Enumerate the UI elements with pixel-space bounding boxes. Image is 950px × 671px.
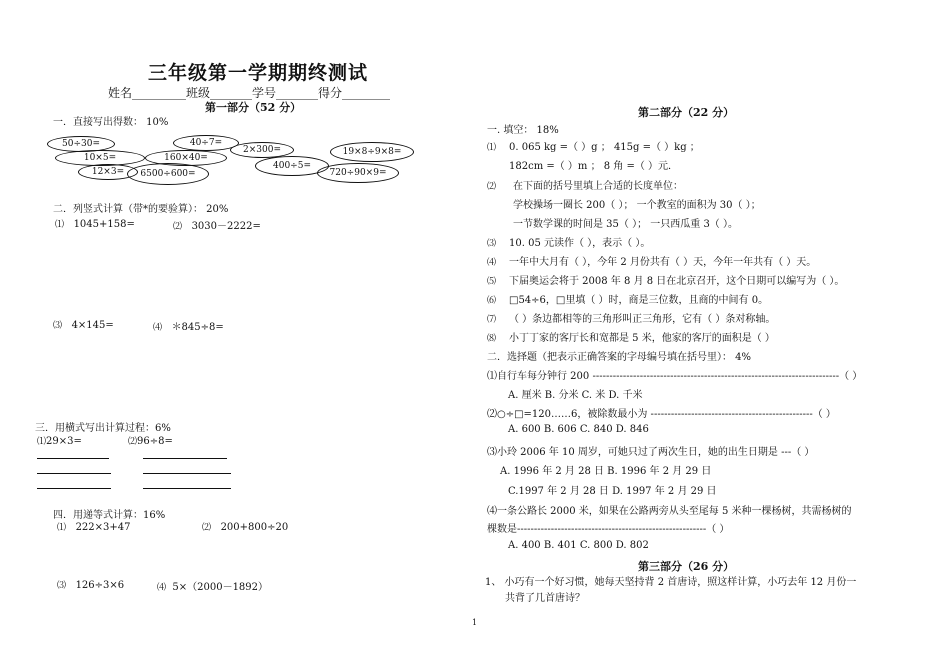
- answer-line: [143, 488, 231, 489]
- oval-problem: 6500÷600=: [127, 163, 209, 185]
- item-expression: 126÷3×6: [75, 580, 125, 591]
- fill-line: [487, 177, 683, 192]
- item-number: ⑺: [487, 315, 497, 325]
- q2-item: [53, 318, 114, 331]
- oval-problem: 19×8÷9×8=: [330, 142, 414, 162]
- choice-options: A. 400 B. 401 C. 800 D. 802: [508, 540, 649, 551]
- item-number: ⑴: [57, 523, 67, 533]
- q1-heading: 一．直接写出得数： 10%: [53, 117, 169, 128]
- item-number: ⑴: [37, 437, 47, 447]
- oval-problem: 40÷7=: [173, 135, 239, 151]
- item-expression: 96÷8=: [137, 436, 173, 447]
- fill-line: [487, 291, 768, 306]
- item-expression: ＊845÷8=: [171, 322, 224, 333]
- choice-question: ⑷一条公路长 2000 米，如果在公路两旁从头至尾每 5 米种一棵杨树，共需杨树的: [487, 506, 852, 517]
- item-number: ⑶: [487, 239, 497, 249]
- q2-item: [55, 217, 135, 230]
- fill-text: □54÷6，□里填（ ）时，商是三位数，且商的中间有 0。: [509, 295, 769, 306]
- item-number: ⑷: [153, 323, 163, 333]
- fill-line: [487, 272, 844, 287]
- part2-heading: 第二部分（22 分）: [638, 106, 735, 119]
- fill-text: 10. 05 元读作（ ），表示（ ）。: [509, 238, 651, 249]
- q3-item: [128, 434, 173, 447]
- oval-problem: 2×300=: [230, 142, 294, 158]
- fill-text: 学校操场一圈长 200（ ）； 一个教室的面积为 30（ ）；: [513, 200, 761, 211]
- part1-heading: 第一部分（52 分）: [205, 101, 302, 114]
- q4-item: [202, 520, 288, 533]
- fill-line: [513, 215, 738, 230]
- part3-question-line: 共背了几首唐诗？: [505, 593, 585, 604]
- choice-options: A. 1996 年 2 月 28 日 B. 1996 年 2 月 29 日: [500, 466, 712, 477]
- oval-problem: 400÷5=: [255, 156, 329, 176]
- fill-text: 一节数学课的时间是 35（ ）； 一只西瓜重 3（ ）。: [513, 219, 738, 230]
- item-number: ⑹: [487, 296, 497, 306]
- item-number: ⑵: [173, 222, 183, 232]
- answer-line: [37, 473, 111, 474]
- choice-question: ⑵○÷□=120……6，被除数最小为 ------------------------------------------------（ ）: [487, 409, 836, 420]
- student-info-line: 姓名_________班级_______学号_______得分________: [108, 86, 391, 100]
- item-number: ⑵: [202, 523, 212, 533]
- q3-item: [37, 434, 82, 447]
- choice-options: C.1997 年 2 月 28 日 D. 1997 年 2 月 29 日: [508, 486, 717, 497]
- fill-line: [487, 310, 775, 325]
- item-number: ⑷: [487, 258, 497, 268]
- item-number: ⑸: [487, 277, 497, 287]
- answer-line: [37, 458, 109, 459]
- fill-text: 小丁丁家的客厅长和宽都是 5 米，他家的客厅的面积是（ ）: [509, 333, 775, 344]
- part3-heading: 第三部分（26 分）: [638, 560, 735, 573]
- fill-line: [487, 138, 700, 153]
- oval-problem: 10×5=: [55, 150, 145, 166]
- fill-line: [487, 234, 650, 249]
- choice-question: ⑶小玲 2006 年 10 周岁，可她只过了两次生日，她的出生日期是 ---（ ）: [487, 447, 815, 458]
- item-expression: 222×3+47: [75, 522, 131, 533]
- q2-item: [173, 217, 261, 232]
- fill-line: [509, 157, 678, 172]
- q3-heading: 三．用横式写出计算过程：6%: [35, 423, 171, 434]
- item-expression: 4×145=: [71, 320, 114, 331]
- item-number: ⑶: [57, 581, 67, 591]
- fill-text: 182cm =（ ）m ； 8 角 =（ ）元．: [509, 161, 679, 172]
- q2-item: [153, 318, 224, 333]
- item-number: ⑷: [157, 583, 167, 593]
- q4-item: [57, 578, 124, 591]
- item-number: ⑴: [55, 220, 65, 230]
- page-title: 三年级第一学期期终测试: [148, 62, 369, 84]
- fill-heading: 一. 填空： 18%: [487, 125, 559, 136]
- fill-text: 在下面的括号里填上合适的长度单位：: [513, 181, 683, 192]
- answer-line: [143, 473, 231, 474]
- oval-problem: 50÷30=: [47, 136, 115, 152]
- fill-text: （ ）条边都相等的三角形叫正三角形，它有（ ）条对称轴。: [509, 314, 776, 325]
- item-number: ⑴: [487, 143, 497, 153]
- fill-text: 下届奥运会将于 2008 年 8 月 8 日在北京召开，这个日期可以编写为（ ）。: [509, 276, 845, 287]
- answer-line: [143, 458, 227, 459]
- oval-problem: 720÷90×9=: [317, 163, 399, 183]
- item-number: ⑶: [53, 321, 63, 331]
- item-expression: 5×（2000－1892）: [172, 582, 269, 593]
- choice-options: A. 厘米 B. 分米 C. 米 D. 千米: [508, 390, 643, 401]
- fill-text: 一年中大月有（ ），今年 2 月份共有（ ）天，今年一年共有（ ）天。: [509, 257, 817, 268]
- item-expression: 29×3=: [46, 436, 82, 447]
- item-expression: 1045+158=: [73, 219, 135, 230]
- q2-heading: 二．列竖式计算（带*的要验算）： 20%: [53, 204, 229, 215]
- q4-heading: 四．用递等式计算：16%: [53, 510, 166, 521]
- item-number: ⑻: [487, 334, 497, 344]
- item-expression: 200+800÷20: [220, 522, 289, 533]
- part3-question-line: 1、 小巧有一个好习惯，她每天坚持背 2 首唐诗，照这样计算，小巧去年 12 月份一: [485, 577, 857, 588]
- item-number: ⑵: [487, 182, 497, 192]
- answer-line: [37, 488, 111, 489]
- choice-question: 棵数是--------------------------------------------------------（ ）: [487, 524, 730, 535]
- fill-line: [487, 253, 816, 268]
- fill-text: 0. 065 kg =（ ）g ； 415g =（ ）kg ；: [509, 142, 700, 153]
- item-expression: 3030－2222=: [191, 221, 261, 232]
- q4-item: [57, 520, 131, 533]
- item-number: ⑵: [128, 437, 138, 447]
- page-number: 1: [472, 618, 478, 627]
- fill-line: [487, 329, 775, 344]
- choice-heading: 二．选择题（把表示正确答案的字母编号填在括号里）： 4%: [487, 352, 752, 363]
- choice-question: ⑴自行车每分钟行 200 -------------------------------------------------------------------------（ ）: [487, 371, 863, 382]
- q4-item: [157, 578, 268, 593]
- oval-problem: 160×40=: [145, 150, 227, 166]
- oval-problem: 12×3=: [78, 164, 138, 180]
- choice-options: A. 600 B. 606 C. 840 D. 846: [508, 424, 649, 435]
- fill-line: [513, 196, 761, 211]
